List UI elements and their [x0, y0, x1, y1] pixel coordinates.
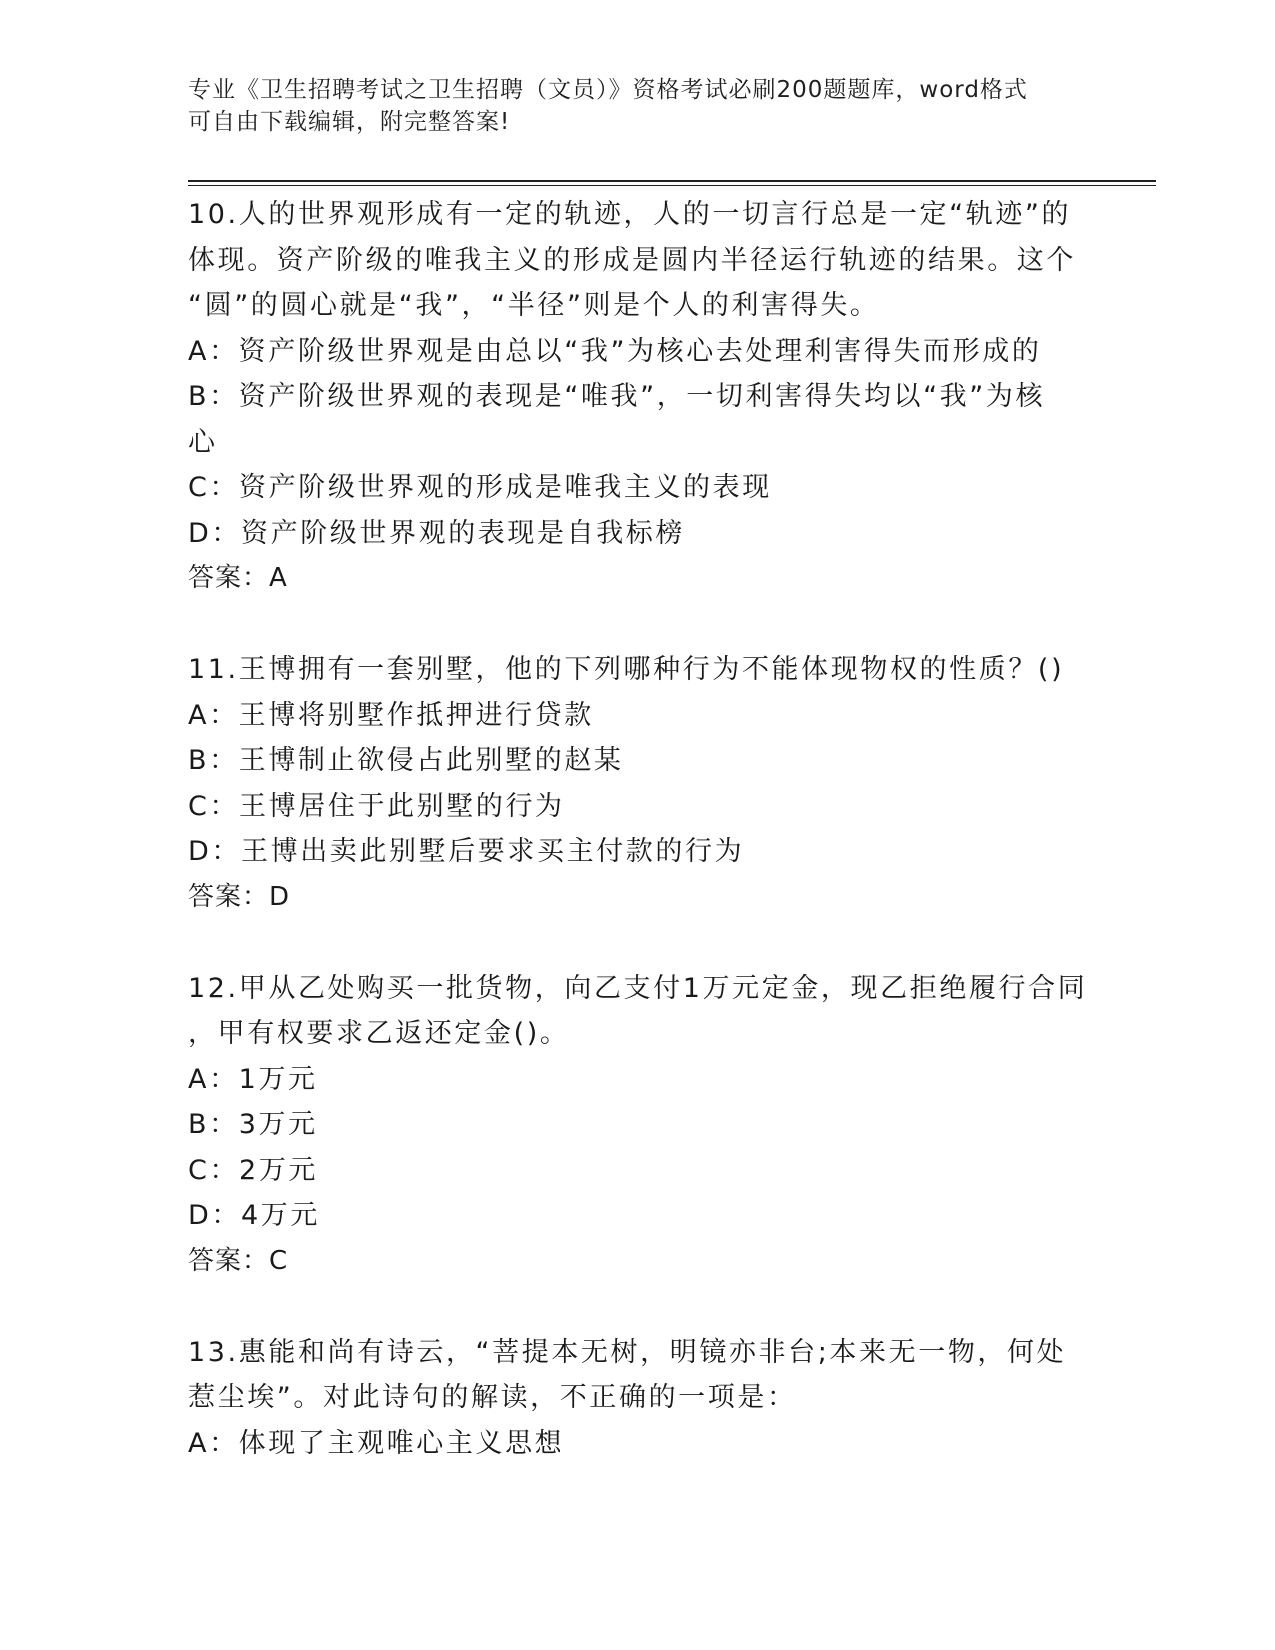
spacer [188, 602, 1088, 648]
option-b-continued: 心 [188, 426, 218, 458]
option-a: A：1万元 [188, 1063, 318, 1095]
option-c: C：王博居住于此别墅的行为 [188, 790, 565, 822]
question-list [188, 192, 1088, 1466]
question-text: 惹尘埃”。对此诗句的解读，不正确的一项是： [188, 1382, 797, 1413]
option-d: D：王博出卖此别墅后要求买主付款的行为 [188, 836, 745, 867]
document-header [188, 74, 1108, 138]
question-text: 12.甲从乙处购买一批货物，向乙支付1万元定金，现乙拒绝履行合同 [188, 972, 1088, 1004]
question-text: “圆”的圆心就是“我”，“半径”则是个人的利害得失。 [188, 290, 880, 321]
question-13 [188, 1330, 1088, 1467]
question-text: 13.惠能和尚有诗云，“菩提本无树，明镜亦非台;本来无一物，何处 [188, 1336, 1067, 1368]
option-b: B：资产阶级世界观的表现是“唯我”，一切利害得失均以“我”为核 [188, 381, 1046, 412]
option-d: D：资产阶级世界观的表现是自我标榜 [188, 517, 685, 549]
answer-label: 答案：D [188, 881, 291, 912]
header-divider-thin [188, 185, 1156, 186]
option-a: A：王博将别墅作抵押进行贷款 [188, 699, 594, 731]
spacer [188, 920, 1088, 966]
question-12 [188, 966, 1088, 1285]
answer-label: 答案：C [188, 1245, 289, 1276]
option-c: C：资产阶级世界观的形成是唯我主义的表现 [188, 472, 772, 503]
option-b: B：3万元 [188, 1109, 318, 1140]
question-11 [188, 647, 1088, 920]
question-text: 11.王博拥有一套别墅，他的下列哪种行为不能体现物权的性质？() [188, 654, 1065, 685]
header-title-line-2: 可自由下载编辑，附完整答案! [188, 109, 511, 135]
question-text: 体现。资产阶级的唯我主义的形成是圆内半径运行轨迹的结果。这个 [188, 244, 1076, 276]
option-a: A：体现了主观唯心主义思想 [188, 1427, 565, 1459]
header-divider-thick [188, 180, 1156, 182]
question-text: ，甲有权要求乙返还定金()。 [188, 1018, 570, 1049]
header-title-line-1: 专业《卫生招聘考试之卫生招聘（文员）》资格考试必刷200题题库，word格式 [188, 77, 1028, 103]
question-10 [188, 192, 1088, 602]
option-b: B：王博制止欲侵占此别墅的赵某 [188, 745, 624, 776]
option-a: A：资产阶级世界观是由总以“我”为核心去处理利害得失而形成的 [188, 335, 1042, 367]
question-text: 10.人的世界观形成有一定的轨迹，人的一切言行总是一定“轨迹”的 [188, 199, 1072, 230]
option-c: C：2万元 [188, 1154, 319, 1186]
answer-label: 答案：A [188, 563, 288, 593]
spacer [188, 1284, 1088, 1330]
option-d: D：4万元 [188, 1200, 320, 1231]
